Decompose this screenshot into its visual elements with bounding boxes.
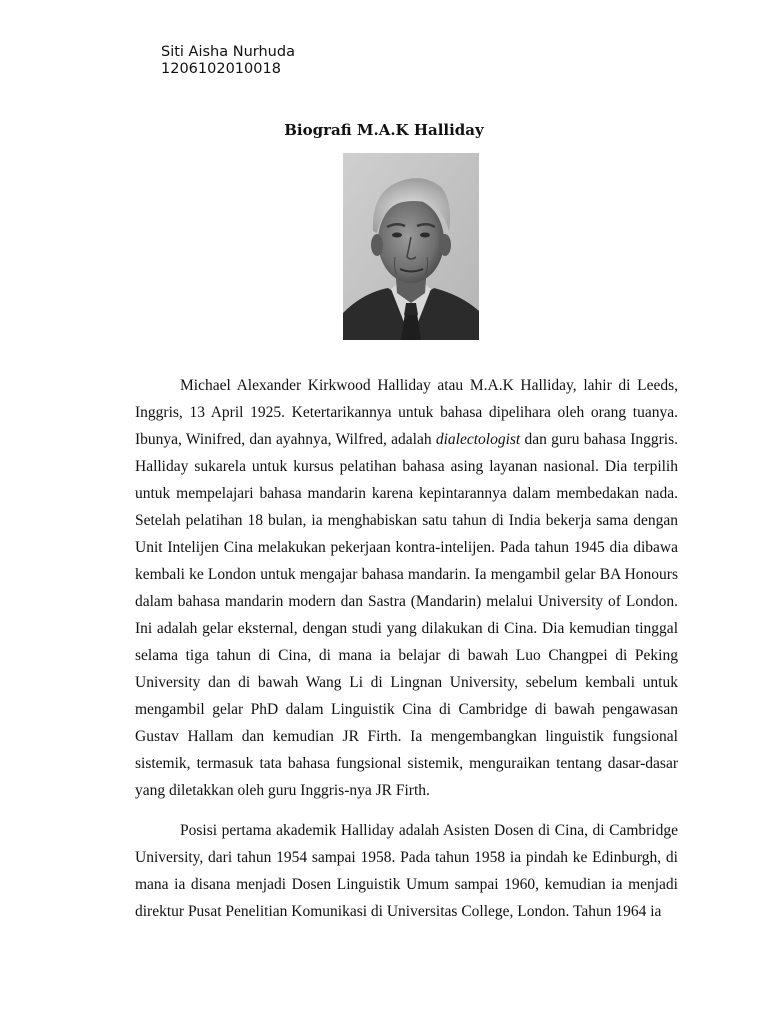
student-id: 1206102010018 <box>161 61 281 77</box>
author-block <box>161 44 295 78</box>
author-name: Siti Aisha Nurhuda <box>161 44 295 60</box>
paragraph-1-emphasis: dialectologist <box>435 431 521 448</box>
document-title: Biografi M.A.K Halliday <box>284 121 484 139</box>
paragraph-2: Posisi pertama akademik Halliday adalah Asisten Dosen di Cina, di Cambridge University, dari tahun 1954 sampai 1958. Pada tahun 1958 ia pindah ke Edinburgh, di mana ia disana menjadi Dosen Linguistik Umum sampai 1960, kemudian ia menjadi direktur Pusat Penelitian Komunikasi di Universitas College, London. Tahun 1964 ia <box>135 822 678 920</box>
paragraph-1 <box>135 372 678 804</box>
paragraph-1-after: dan guru bahasa Inggris. Halliday sukarela untuk kursus pelatihan bahasa asing layanan nasional. Dia terpilih untuk mempelajari bahasa mandarin karena kepintarannya dalam membedakan nada. Setelah pelatihan 18 bulan, ia menghabiskan satu tahun di India bekerja sama dengan Unit Intelijen Cina melakukan pekerjaan kontra-intelijen. Pada tahun 1945 dia dibawa kembali ke London untuk mengajar bahasa mandarin. Ia mengambil gelar BA Honours dalam bahasa mandarin modern dan Sastra (Mandarin) melalui University of London. Ini adalah gelar eksternal, dengan studi yang dilakukan di Cina. Dia kemudian tinggal selama tiga tahun di Cina, di mana ia belajar di bawah Luo Changpei di Peking University dan di bawah Wang Li di Lingnan University, sebelum kembali untuk mengambil gelar PhD dalam Linguistik Cina di Cambridge di bawah pengawasan Gustav Hallam dan kemudian JR Firth. Ia mengembangkan linguistik fungsional sistemik, termasuk tata bahasa fungsional sistemik, menguraikan tentang dasar-dasar yang diletakkan oleh guru Inggris-nya JR Firth. <box>135 431 678 799</box>
portrait-photo <box>343 153 479 340</box>
paragraph-1-before: Michael Alexander Kirkwood Halliday atau M.A.K Halliday, lahir di Leeds, Inggris, 13 April 1925. Ketertarikannya untuk bahasa dipelihara oleh orang tuanya. Ibunya, Winifred, dan ayahnya, Wilfred, adalah <box>135 377 678 448</box>
body-text <box>135 372 678 938</box>
